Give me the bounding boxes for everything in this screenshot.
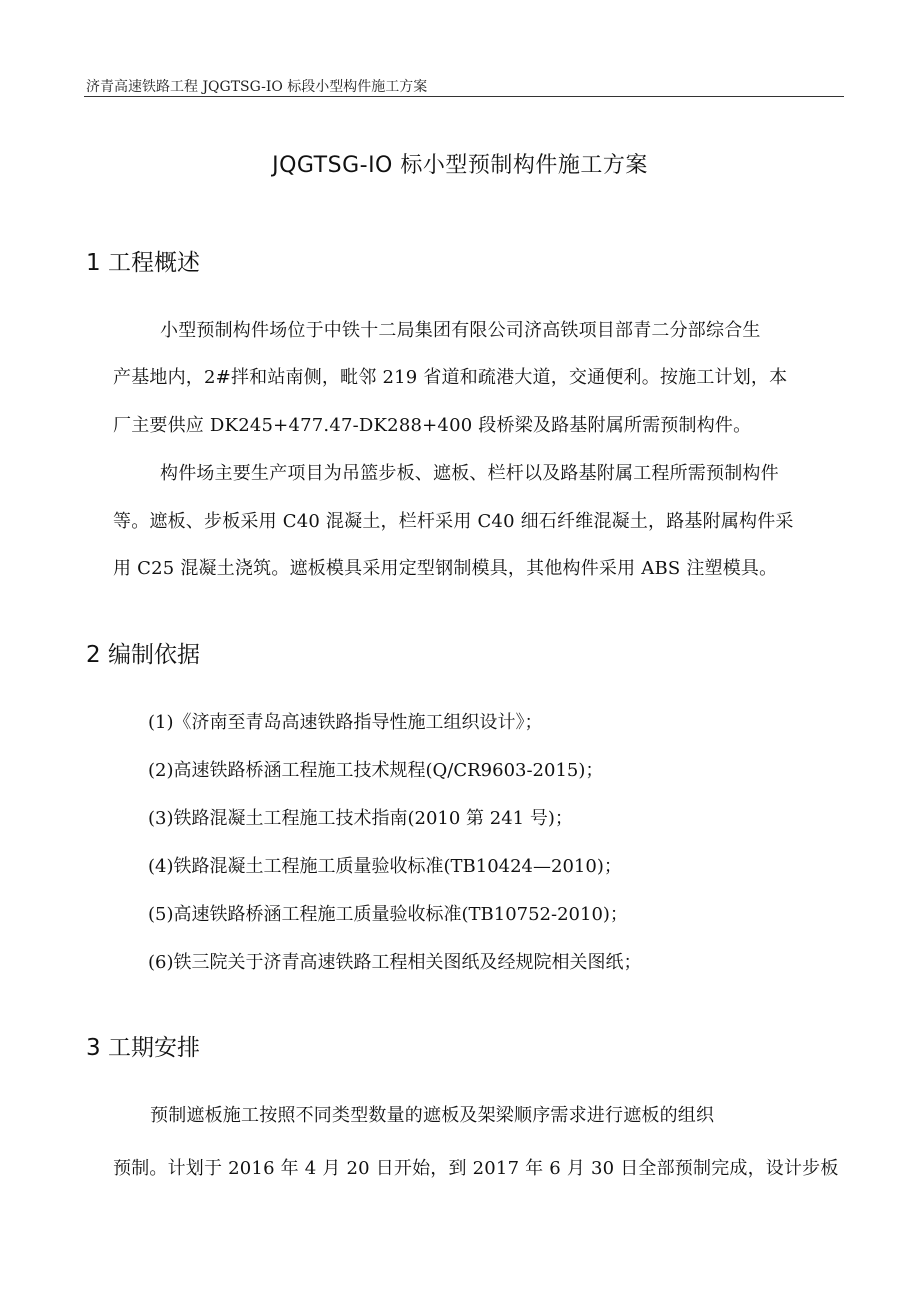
- section-heading-overview: 1 工程概述: [86, 250, 200, 276]
- section-heading-schedule: 3 工期安排: [86, 1035, 200, 1061]
- paragraph-line: 用 C25 混凝土浇筑。遮板模具采用定型钢制模具，其他构件采用 ABS 注塑模具。: [113, 558, 778, 579]
- paragraph-line: 厂主要供应 DK245+477.47-DK288+400 段桥梁及路基附属所需预制构件。: [113, 415, 752, 436]
- running-header: 济青高速铁路工程 JQGTSG-IO 标段小型构件施工方案: [86, 79, 428, 95]
- paragraph-line: 预制。计划于 2016 年 4 月 20 日开始，到 2017 年 6 月 30 日全部预制完成，设计步板: [113, 1158, 839, 1179]
- section-heading-basis: 2 编制依据: [86, 642, 200, 668]
- paragraph-line: 等。遮板、步板采用 C40 混凝土，栏杆采用 C40 细石纤维混凝土，路基附属构件采: [113, 511, 794, 532]
- reference-list-item: (4)铁路混凝土工程施工质量验收标准(TB10424—2010)；: [148, 856, 622, 877]
- reference-list-item: (6)铁三院关于济青高速铁路工程相关图纸及经规院相关图纸；: [148, 952, 642, 973]
- header-rule: [84, 96, 844, 97]
- reference-list-item: (3)铁路混凝土工程施工技术指南(2010 第 241 号)；: [148, 808, 573, 829]
- reference-list-item: (2)高速铁路桥涵工程施工技术规程(Q/CR9603-2015)；: [148, 760, 604, 781]
- reference-list-item: (1)《济南至青岛高速铁路指导性施工组织设计》；: [148, 712, 543, 733]
- reference-list-item: (5)高速铁路桥涵工程施工质量验收标准(TB10752-2010)；: [148, 904, 628, 925]
- document-title: JQGTSG-IO 标小型预制构件施工方案: [272, 153, 648, 178]
- paragraph-line: 构件场主要生产项目为吊篮步板、遮板、栏杆以及路基附属工程所需预制构件: [160, 463, 779, 484]
- paragraph-line: 预制遮板施工按照不同类型数量的遮板及架梁顺序需求进行遮板的组织: [150, 1105, 715, 1126]
- paragraph-line: 产基地内，2#拌和站南侧，毗邻 219 省道和疏港大道，交通便利。按施工计划，本: [113, 367, 788, 388]
- paragraph-line: 小型预制构件场位于中铁十二局集团有限公司济高铁项目部青二分部综合生: [160, 320, 761, 341]
